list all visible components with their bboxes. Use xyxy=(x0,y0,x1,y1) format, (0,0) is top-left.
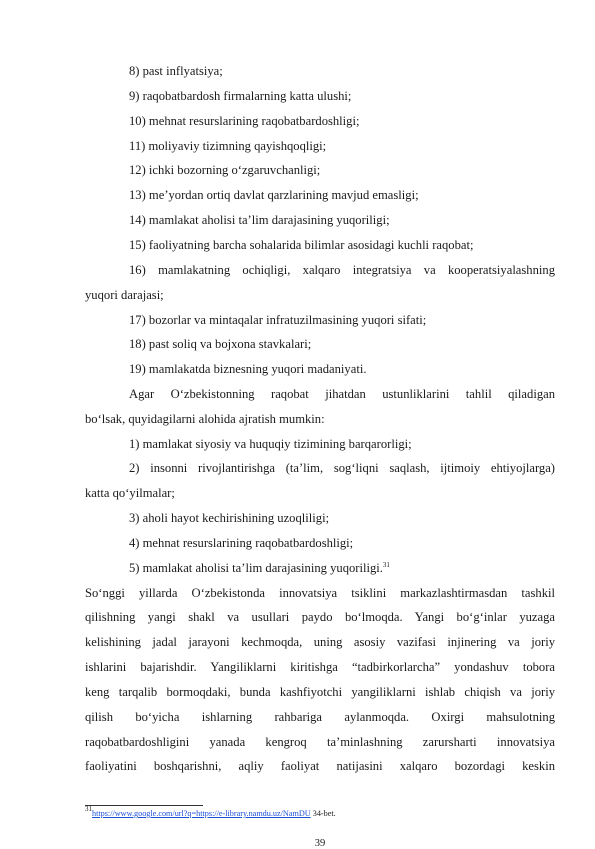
text-line: 11) moliyaviy tizimning qayishqoqligi; xyxy=(129,139,327,153)
footnote-reference: 31 xyxy=(382,561,390,569)
text-line: 3) aholi hayot kechirishining uzoqliligi; xyxy=(129,511,330,525)
text-line: ishlarini bajarishdir. Yangiliklarni kiritishga “tadbirkorlarcha” yondashuv tobora xyxy=(85,660,555,674)
text-line: 9) raqobatbardosh firmalarning katta ulushi; xyxy=(129,89,352,103)
footnote xyxy=(85,805,336,819)
text-line: 19) mamlakatda biznesning yuqori madaniyati. xyxy=(129,362,367,376)
text-line: 8) past inflyatsiya; xyxy=(129,64,223,78)
text-line: keng tarqalib bormoqdaki, bunda kashfiyotchi yangiliklarni ishlab chiqish va joriy xyxy=(85,685,555,699)
footnote-link[interactable]: https://www.google.com/url?q=https://e-library.namdu.uz/NamDU xyxy=(92,809,311,818)
text-line: qilishning yangi shakl va usullari paydo bo‘lmoqda. Yangi bo‘g‘inlar yuzaga xyxy=(85,610,555,624)
text-line: 1) mamlakat siyosiy va huquqiy tizimining barqarorligi; xyxy=(129,437,412,451)
text-line: katta qo‘yilmalar; xyxy=(85,486,175,500)
text-line: kelishining jadal jarayoni kechmoqda, uning asosiy vazifasi injinering va joriy xyxy=(85,635,555,649)
text-line: So‘nggi yillarda O‘zbekistonda innovatsiya tsiklini markazlashtirmasdan tashkil xyxy=(85,586,555,600)
text-line: qilish bo‘yicha ishlarning rahbariga aylanmoqda. Oxirgi mahsulotning xyxy=(85,710,555,724)
text-line: 17) bozorlar va mintaqalar infratuzilmasining yuqori sifati; xyxy=(129,313,427,327)
text-line: 15) faoliyatning barcha sohalarida bilimlar asosidagi kuchli raqobat; xyxy=(129,238,474,252)
text-line: bo‘lsak, quyidagilarni alohida ajratish mumkin: xyxy=(85,412,325,426)
text-line: 5) mamlakat aholisi ta’lim darajasining yuqoriligi.$^{31}$ xyxy=(129,561,390,575)
text-line: 13) me’yordan ortiq davlat qarzlarining mavjud emasligi; xyxy=(129,188,419,202)
text-line: 16) mamlakatning ochiqligi, xalqaro integratsiya va kooperatsiyalashning xyxy=(129,263,555,277)
footnote-text: 34-bet. xyxy=(310,809,336,818)
page-number: 39 xyxy=(314,838,326,849)
text-line: 12) ichki bozorning o‘zgaruvchanligi; xyxy=(129,163,321,177)
footnote-separator xyxy=(85,805,203,806)
text-line: faoliyatini boshqarishni, aqliy faoliyat natijasini xalqaro bozordagi keskin xyxy=(85,759,555,773)
text-line: 4) mehnat resurslarining raqobatbardoshligi; xyxy=(129,536,354,550)
text-line: 18) past soliq va bojxona stavkalari; xyxy=(129,337,312,351)
text-line: yuqori darajasi; xyxy=(85,288,164,302)
text-line: 14) mamlakat aholisi ta’lim darajasining yuqoriligi; xyxy=(129,213,390,227)
text-line: 2) insonni rivojlantirishga (ta’lim, sog‘liqni saqlash, ijtimoiy ehtiyojlarga) xyxy=(129,461,555,475)
text-line: raqobatbardoshligini yanada kengroq ta’minlashning zarursharti innovatsiya xyxy=(85,735,555,749)
text-line: Agar O‘zbekistonning raqobat jihatdan ustunliklarini tahlil qiladigan xyxy=(129,387,555,401)
text-line: 10) mehnat resurslarining raqobatbardoshligi; xyxy=(129,114,360,128)
footnote-mark: 31 xyxy=(85,805,92,813)
